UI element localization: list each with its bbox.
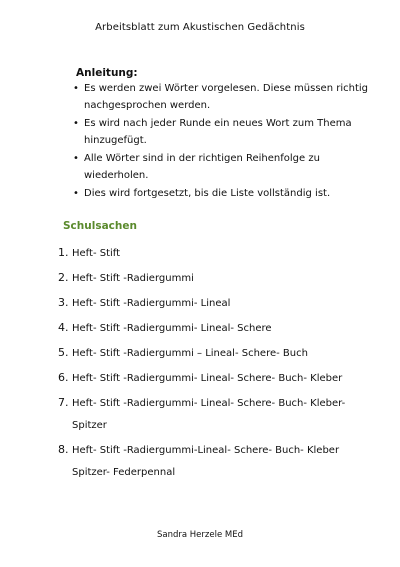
instruction-item [70, 150, 370, 184]
item-number: 8. [58, 443, 69, 456]
list-item [58, 243, 378, 265]
bullet-icon: • [73, 118, 79, 129]
list-item [58, 268, 378, 290]
item-text: Heft- Stift [72, 248, 121, 259]
instructions-heading: Anleitung: [76, 67, 138, 79]
item-text: Heft- Stift -Radiergummi- Lineal- Schere [72, 323, 272, 334]
item-number: 1. [58, 246, 69, 259]
item-number: 2. [58, 271, 69, 284]
instruction-text: Dies wird fortgesetzt, bis die Liste vollständig ist. [84, 188, 331, 199]
instruction-text: Es werden zwei Wörter vorgelesen. Diese müssen richtig nachgesprochen werden. [84, 83, 368, 111]
list-item [58, 318, 378, 340]
list-item [58, 440, 378, 484]
section-title: Schulsachen [63, 220, 137, 232]
item-number: 4. [58, 321, 69, 334]
item-number: 5. [58, 346, 69, 359]
item-text: Heft- Stift -Radiergummi- Lineal [72, 298, 231, 309]
instruction-item [70, 185, 370, 202]
item-text: Heft- Stift -Radiergummi-Lineal- Schere- Buch- Kleber Spitzer- Federpennal [72, 445, 340, 478]
item-number: 7. [58, 396, 69, 409]
bullet-icon: • [73, 188, 79, 199]
bullet-icon: • [73, 83, 79, 94]
instruction-item [70, 115, 370, 149]
list-item [58, 343, 378, 365]
item-number: 3. [58, 296, 69, 309]
list-item [58, 293, 378, 315]
instruction-text: Es wird nach jeder Runde ein neues Wort zum Thema hinzugefügt. [84, 118, 352, 146]
item-text: Heft- Stift -Radiergummi [72, 273, 194, 284]
instructions-list [70, 80, 370, 203]
item-text: Heft- Stift -Radiergummi- Lineal- Schere- Buch- Kleber-Spitzer [72, 398, 346, 431]
list-item [58, 368, 378, 390]
instruction-text: Alle Wörter sind in der richtigen Reihenfolge zu wiederholen. [84, 153, 320, 181]
page-title: Arbeitsblatt zum Akustischen Gedächtnis [95, 22, 305, 33]
item-text: Heft- Stift -Radiergummi- Lineal- Schere- Buch- Kleber [72, 373, 343, 384]
item-text: Heft- Stift -Radiergummi – Lineal- Schere- Buch [72, 348, 308, 359]
word-list [58, 243, 378, 487]
instruction-item [70, 80, 370, 114]
item-number: 6. [58, 371, 69, 384]
list-item [58, 393, 378, 437]
author-name: Sandra Herzele MEd [157, 530, 243, 540]
bullet-icon: • [73, 153, 79, 164]
